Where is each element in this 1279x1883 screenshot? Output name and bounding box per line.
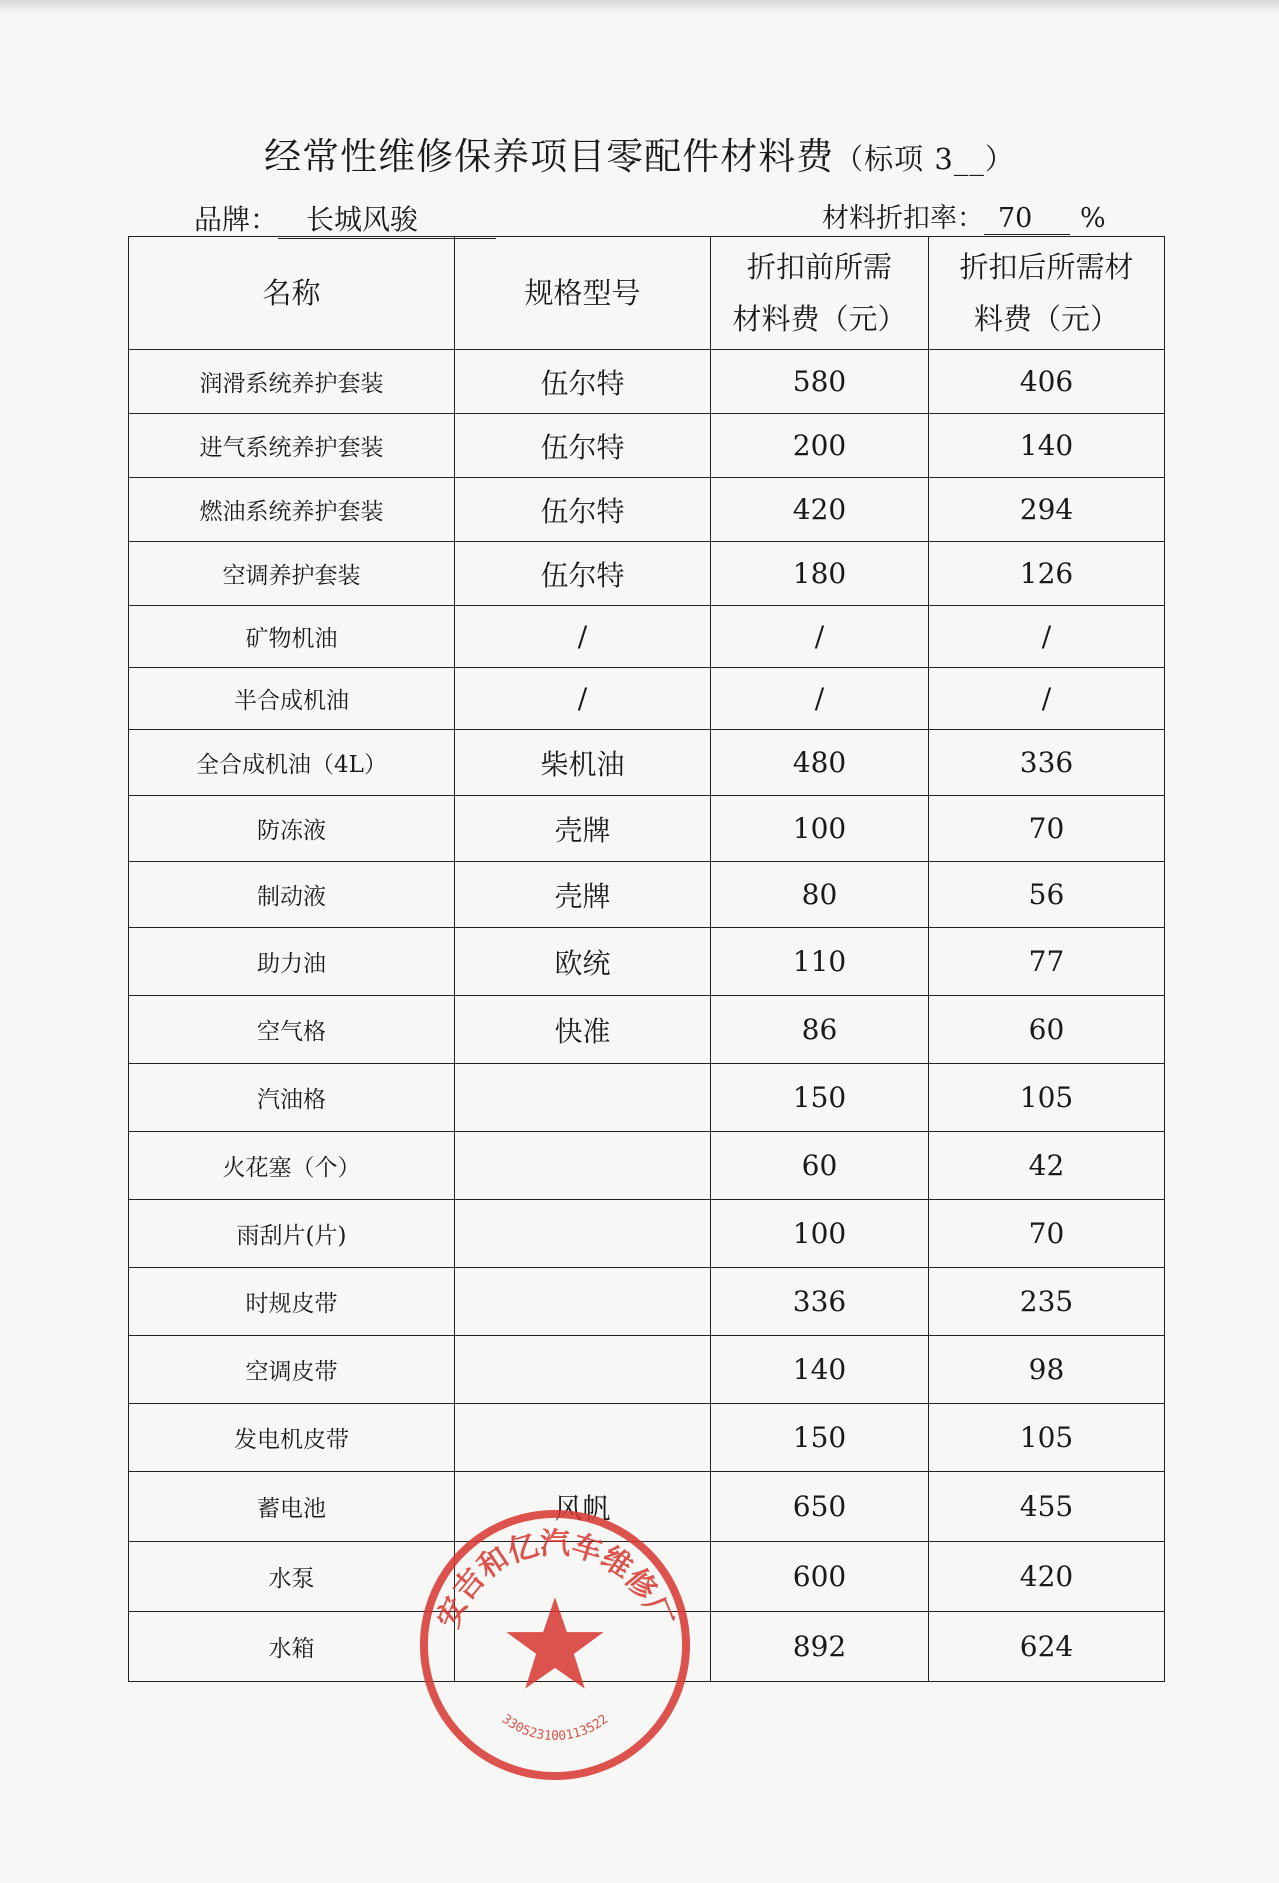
brand-label: 品牌： bbox=[194, 203, 279, 236]
item-name-cell: 制动液 bbox=[129, 862, 455, 928]
cost-before-cell: 140 bbox=[711, 1336, 929, 1404]
table-row bbox=[129, 730, 1165, 796]
cost-before-cell: 420 bbox=[711, 478, 929, 542]
table-row bbox=[129, 796, 1165, 862]
item-name-cell: 半合成机油 bbox=[129, 668, 455, 730]
cost-before-cell: 100 bbox=[711, 796, 929, 862]
table-row bbox=[129, 350, 1165, 414]
brand-value: 长城风骏 bbox=[278, 198, 496, 239]
table-row bbox=[129, 928, 1165, 996]
table-row bbox=[129, 1542, 1165, 1612]
cost-before-cell: 150 bbox=[711, 1064, 929, 1132]
cost-after-cell: 60 bbox=[929, 996, 1165, 1064]
cost-before-cell: 60 bbox=[711, 1132, 929, 1200]
header-before-line2: 材料费（元） bbox=[732, 302, 907, 336]
item-name-cell: 时规皮带 bbox=[129, 1268, 455, 1336]
cost-after-cell: 56 bbox=[929, 862, 1165, 928]
cost-before-cell: 80 bbox=[711, 862, 929, 928]
item-spec-cell bbox=[455, 1064, 711, 1132]
item-name-cell: 空调养护套装 bbox=[129, 542, 455, 606]
table-row bbox=[129, 478, 1165, 542]
title-suffix: （标项 3__） bbox=[834, 142, 1015, 176]
item-spec-cell: / bbox=[455, 668, 711, 730]
seal-text: 安吉和亿汽车维修厂 bbox=[430, 1526, 680, 1633]
cost-after-cell: 455 bbox=[929, 1472, 1165, 1542]
item-spec-cell: 伍尔特 bbox=[455, 542, 711, 606]
item-spec-cell bbox=[455, 1542, 711, 1612]
cost-after-cell: 336 bbox=[929, 730, 1165, 796]
cost-before-cell: 150 bbox=[711, 1404, 929, 1472]
item-spec-cell: 伍尔特 bbox=[455, 414, 711, 478]
table-row bbox=[129, 668, 1165, 730]
cost-before-cell: 180 bbox=[711, 542, 929, 606]
table-row bbox=[129, 1612, 1165, 1682]
scan-edge bbox=[0, 0, 1279, 14]
cost-after-cell: 105 bbox=[929, 1064, 1165, 1132]
title-main: 经常性维修保养项目零配件材料费 bbox=[264, 135, 835, 178]
header-before-discount bbox=[711, 237, 929, 350]
header-after-discount bbox=[929, 237, 1165, 350]
cost-after-cell: 105 bbox=[929, 1404, 1165, 1472]
cost-after-cell: 42 bbox=[929, 1132, 1165, 1200]
discount-rate-row bbox=[822, 196, 1106, 235]
item-name-cell: 发电机皮带 bbox=[129, 1404, 455, 1472]
table-row bbox=[129, 542, 1165, 606]
item-name-cell: 汽油格 bbox=[129, 1064, 455, 1132]
cost-before-cell: 650 bbox=[711, 1472, 929, 1542]
table-header-row bbox=[129, 237, 1165, 350]
item-name-cell: 水箱 bbox=[129, 1612, 455, 1682]
cost-before-cell: 86 bbox=[711, 996, 929, 1064]
item-name-cell: 空气格 bbox=[129, 996, 455, 1064]
cost-before-cell: 580 bbox=[711, 350, 929, 414]
cost-before-cell: 200 bbox=[711, 414, 929, 478]
brand-row bbox=[194, 198, 496, 239]
header-after-line1: 折扣后所需材 bbox=[959, 250, 1134, 284]
item-spec-cell: 快准 bbox=[455, 996, 711, 1064]
cost-before-cell: 110 bbox=[711, 928, 929, 996]
item-spec-cell: 伍尔特 bbox=[455, 478, 711, 542]
header-after-line2: 料费（元） bbox=[973, 302, 1119, 336]
header-spec: 规格型号 bbox=[455, 237, 711, 350]
item-spec-cell: 柴机油 bbox=[455, 730, 711, 796]
item-name-cell: 助力油 bbox=[129, 928, 455, 996]
table-row bbox=[129, 1404, 1165, 1472]
item-spec-cell bbox=[455, 1612, 711, 1682]
cost-after-cell: 406 bbox=[929, 350, 1165, 414]
discount-rate-unit: % bbox=[1080, 203, 1106, 234]
item-name-cell: 进气系统养护套装 bbox=[129, 414, 455, 478]
item-name-cell: 蓄电池 bbox=[129, 1472, 455, 1542]
parts-cost-table bbox=[128, 236, 1165, 1682]
item-spec-cell: / bbox=[455, 606, 711, 668]
item-name-cell: 润滑系统养护套装 bbox=[129, 350, 455, 414]
cost-before-cell: 336 bbox=[711, 1268, 929, 1336]
item-spec-cell: 风帆 bbox=[455, 1472, 711, 1542]
cost-after-cell: 126 bbox=[929, 542, 1165, 606]
item-spec-cell: 壳牌 bbox=[455, 862, 711, 928]
item-name-cell: 燃油系统养护套装 bbox=[129, 478, 455, 542]
item-name-cell: 防冻液 bbox=[129, 796, 455, 862]
item-name-cell: 全合成机油（4L） bbox=[129, 730, 455, 796]
item-spec-cell: 欧统 bbox=[455, 928, 711, 996]
cost-after-cell: 70 bbox=[929, 1200, 1165, 1268]
cost-after-cell: 70 bbox=[929, 796, 1165, 862]
item-spec-cell bbox=[455, 1268, 711, 1336]
item-name-cell: 水泵 bbox=[129, 1542, 455, 1612]
discount-rate-label: 材料折扣率： bbox=[822, 203, 984, 234]
table-body bbox=[129, 350, 1165, 1682]
item-spec-cell bbox=[455, 1200, 711, 1268]
item-name-cell: 雨刮片(片) bbox=[129, 1200, 455, 1268]
cost-after-cell: 420 bbox=[929, 1542, 1165, 1612]
cost-after-cell: 624 bbox=[929, 1612, 1165, 1682]
cost-after-cell: 77 bbox=[929, 928, 1165, 996]
item-spec-cell: 伍尔特 bbox=[455, 350, 711, 414]
item-name-cell: 矿物机油 bbox=[129, 606, 455, 668]
item-name-cell: 空调皮带 bbox=[129, 1336, 455, 1404]
discount-rate-value: 70 bbox=[984, 203, 1070, 235]
cost-before-cell: / bbox=[711, 606, 929, 668]
cost-before-cell: 600 bbox=[711, 1542, 929, 1612]
table-row bbox=[129, 606, 1165, 668]
cost-after-cell: 235 bbox=[929, 1268, 1165, 1336]
item-spec-cell: 壳牌 bbox=[455, 796, 711, 862]
document-title bbox=[0, 126, 1279, 180]
cost-before-cell: 892 bbox=[711, 1612, 929, 1682]
item-spec-cell bbox=[455, 1132, 711, 1200]
cost-before-cell: / bbox=[711, 668, 929, 730]
cost-before-cell: 100 bbox=[711, 1200, 929, 1268]
cost-after-cell: / bbox=[929, 606, 1165, 668]
table-row bbox=[129, 862, 1165, 928]
table-row bbox=[129, 1064, 1165, 1132]
header-name: 名称 bbox=[129, 237, 455, 350]
cost-after-cell: 294 bbox=[929, 478, 1165, 542]
table-row bbox=[129, 1200, 1165, 1268]
item-spec-cell bbox=[455, 1404, 711, 1472]
table-row bbox=[129, 1132, 1165, 1200]
table-row bbox=[129, 414, 1165, 478]
cost-before-cell: 480 bbox=[711, 730, 929, 796]
item-name-cell: 火花塞（个） bbox=[129, 1132, 455, 1200]
table-row bbox=[129, 1472, 1165, 1542]
header-before-line1: 折扣前所需 bbox=[746, 250, 892, 284]
table-row bbox=[129, 1268, 1165, 1336]
cost-after-cell: 98 bbox=[929, 1336, 1165, 1404]
seal-number: 330523100113522 bbox=[498, 1711, 612, 1745]
table-row bbox=[129, 1336, 1165, 1404]
item-spec-cell bbox=[455, 1336, 711, 1404]
cost-after-cell: / bbox=[929, 668, 1165, 730]
cost-after-cell: 140 bbox=[929, 414, 1165, 478]
table-row bbox=[129, 996, 1165, 1064]
